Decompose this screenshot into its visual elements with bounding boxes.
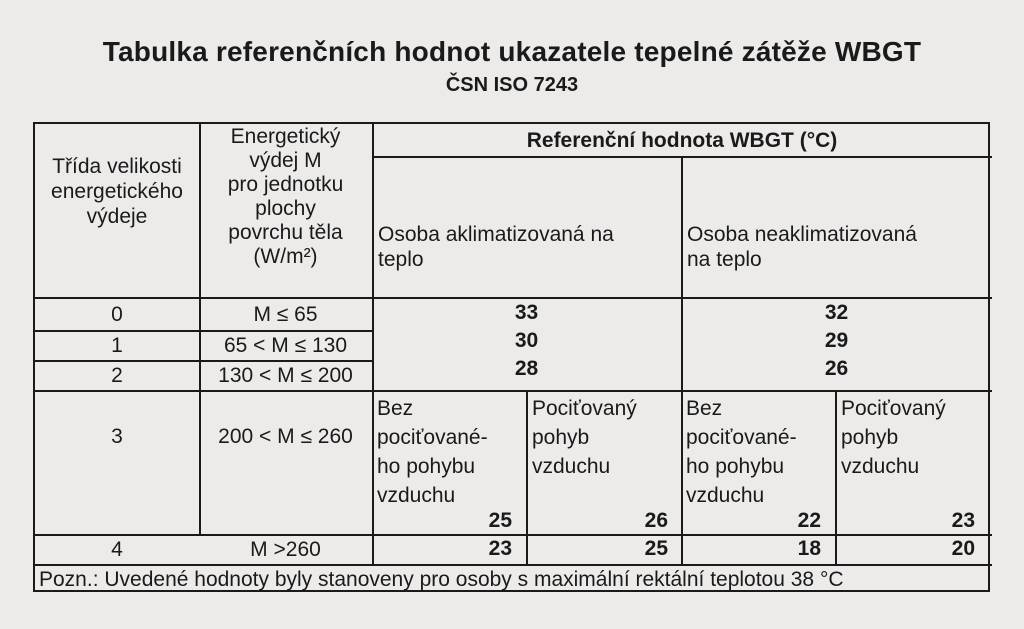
reference-header: Referenční hodnota WBGT (°C) bbox=[526, 129, 838, 152]
page-title: Tabulka referenčních hodnot ukazatele tepelné zátěže WBGT bbox=[102, 36, 922, 67]
non-value-0: 32 bbox=[824, 301, 849, 324]
non-no-air-value-3: 22 bbox=[797, 509, 821, 532]
acc-no-air-label: Bez pociťované- ho pohybu vzduchu bbox=[377, 397, 488, 507]
acc-air-value-3: 26 bbox=[644, 509, 668, 532]
non-air-label: Pociťovaný pohyb vzduchu bbox=[841, 397, 946, 478]
acclimatized-header: Osoba aklimatizovaná na teplo bbox=[378, 223, 614, 271]
page-subtitle: ČSN ISO 7243 bbox=[445, 74, 579, 96]
nonacclimatized-header: Osoba neaklimatizovaná na teplo bbox=[687, 223, 917, 271]
non-air-value-4: 20 bbox=[951, 537, 975, 560]
acc-value-1: 30 bbox=[514, 329, 539, 352]
non-no-air-label: Bez pociťované- ho pohybu vzduchu bbox=[686, 397, 797, 507]
non-no-air-value-4: 18 bbox=[797, 537, 821, 560]
range-3: 200 < M ≤ 260 bbox=[218, 425, 353, 448]
class-1: 1 bbox=[111, 334, 123, 357]
grid-line bbox=[35, 390, 992, 392]
acc-no-air-value-4: 23 bbox=[488, 537, 512, 560]
range-0: M ≤ 65 bbox=[253, 303, 318, 326]
acc-value-2: 28 bbox=[514, 357, 539, 380]
acc-air-value-4: 25 bbox=[644, 537, 668, 560]
class-3: 3 bbox=[111, 425, 123, 448]
grid-line bbox=[35, 330, 372, 332]
table-note: Pozn.: Uvedené hodnoty byly stanoveny pro osoby s maximální rektální teplotou 38 °C bbox=[39, 568, 844, 591]
range-2: 130 < M ≤ 200 bbox=[218, 364, 353, 387]
acc-no-air-value-3: 25 bbox=[488, 509, 512, 532]
acc-air-label: Pociťovaný pohyb vzduchu bbox=[532, 397, 637, 478]
non-air-value-3: 23 bbox=[951, 509, 975, 532]
non-value-2: 26 bbox=[824, 357, 849, 380]
grid-line bbox=[372, 156, 992, 158]
grid-line bbox=[35, 564, 992, 566]
energy-header: Energetický výdej M pro jednotku plochy povrchu těla (W/m²) bbox=[227, 125, 344, 268]
class-header: Třída velikosti energetického výdeje bbox=[51, 155, 183, 228]
acc-value-0: 33 bbox=[514, 301, 539, 324]
class-0: 0 bbox=[111, 303, 123, 326]
grid-line bbox=[35, 360, 372, 362]
range-1: 65 < M ≤ 130 bbox=[223, 334, 348, 357]
class-4: 4 bbox=[111, 538, 123, 561]
non-value-1: 29 bbox=[824, 329, 849, 352]
range-4: M >260 bbox=[250, 538, 321, 561]
class-2: 2 bbox=[111, 364, 123, 387]
grid-line bbox=[35, 297, 992, 299]
wbgt-table bbox=[33, 122, 990, 592]
